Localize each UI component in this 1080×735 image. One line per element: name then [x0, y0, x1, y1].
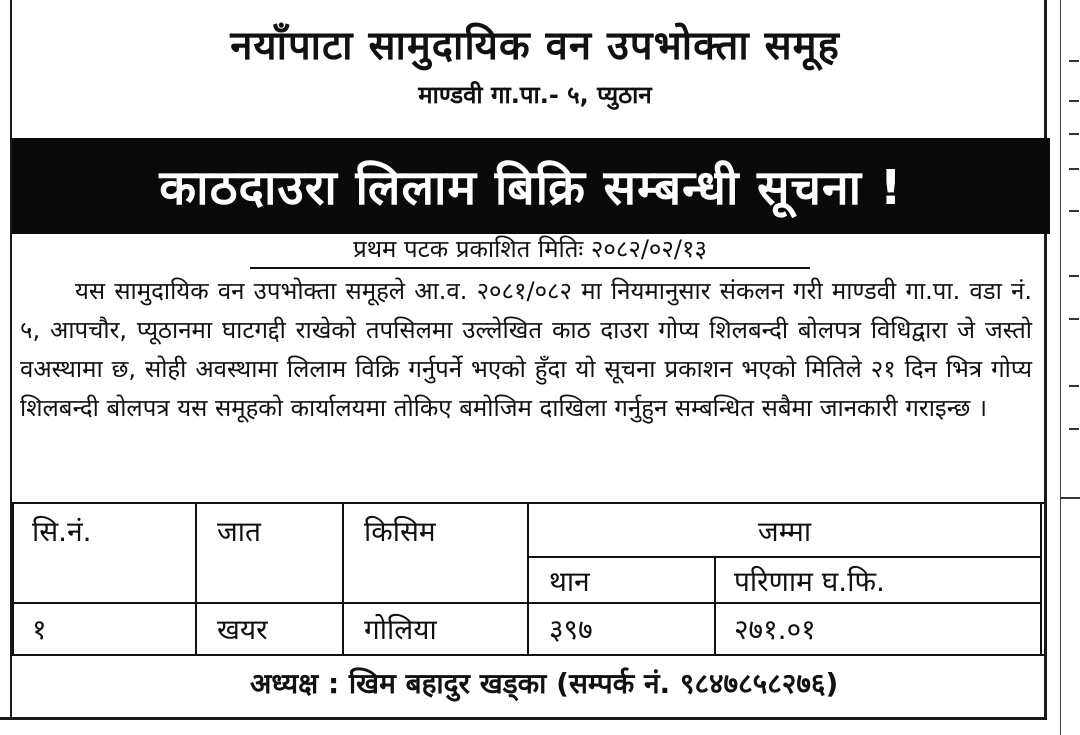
- margin-mark: [1069, 168, 1079, 170]
- header-pieces: थान: [549, 565, 590, 598]
- table-border: [12, 602, 1042, 604]
- adjacent-page-rule: [1060, 497, 1080, 499]
- chairperson-contact: अध्यक्ष : खिम बहादुर खड्का (सम्पर्क नं. ९८४७८५८२७६): [250, 667, 839, 700]
- margin-mark: [1069, 210, 1079, 212]
- notice-title: काठदाउरा लिलाम बिक्रि सम्बन्धी सूचना !: [159, 159, 903, 216]
- margin-mark: [1069, 428, 1079, 430]
- margin-mark: [1069, 318, 1079, 320]
- margin-mark: [1069, 275, 1079, 277]
- notice-title-band: [12, 138, 1050, 234]
- table-border: [527, 556, 1042, 558]
- margin-mark: [1069, 133, 1079, 135]
- header-sn: सि.नं.: [32, 515, 92, 548]
- organization-address: माण्डवी गा.पा.- ५, प्युठान: [418, 81, 652, 109]
- margin-mark: [1069, 60, 1079, 62]
- header-species: जात: [217, 515, 261, 548]
- published-date: प्रथम पटक प्रकाशित मितिः २०८२/०२/१३: [250, 232, 810, 269]
- row-pieces: ३९७: [549, 613, 593, 646]
- notice-body: यस सामुदायिक वन उपभोक्ता समूहले आ.व. २०८१/०८२ मा नियमानुसार संकलन गरी माण्डवी गा.पा. वडा नं. ५, आपचौर, प्यूठानमा घाटगद्दी राखेको तपसिलमा उल्लेखित काठ दाउरा गोप्य शिलबन्दी बोलपत्र विधिद्वारा जे जस्तो वअस्थामा छ, सोही अवस्थामा लिलाम विक्रि गर्नुपर्ने भएको हुँदा यो सूचना प्रकाशन भएको मितिले २१ दिन भित्र गोप्य शिलबन्दी बोलपत्र यस समूहको कार्यालयमा तोकिए बमोजिम दाखिला गर्नुहुन सम्बन्धित सबैमा जानकारी गराइन्छ ।: [20, 277, 1032, 422]
- row-type: गोलिया: [364, 613, 437, 646]
- row-species: खयर: [217, 613, 268, 646]
- frame-left-border: [0, 0, 12, 720]
- header-type: किसिम: [364, 515, 436, 548]
- adjacent-page-margin: [1060, 0, 1080, 735]
- table-border: [714, 558, 716, 654]
- row-volume: २७१.०१: [734, 613, 816, 646]
- margin-mark: [1069, 100, 1079, 102]
- table-border: [12, 504, 14, 654]
- auction-table: [12, 502, 1044, 656]
- table-border: [342, 504, 344, 654]
- margin-mark: [1069, 385, 1079, 387]
- table-border: [195, 504, 197, 654]
- row-sn: १: [32, 613, 47, 646]
- header-total: जम्मा: [757, 515, 812, 548]
- header-volume: परिणाम घ.फि.: [734, 565, 885, 598]
- organization-name: नयाँपाटा सामुदायिक वन उपभोक्ता समूह: [230, 23, 840, 69]
